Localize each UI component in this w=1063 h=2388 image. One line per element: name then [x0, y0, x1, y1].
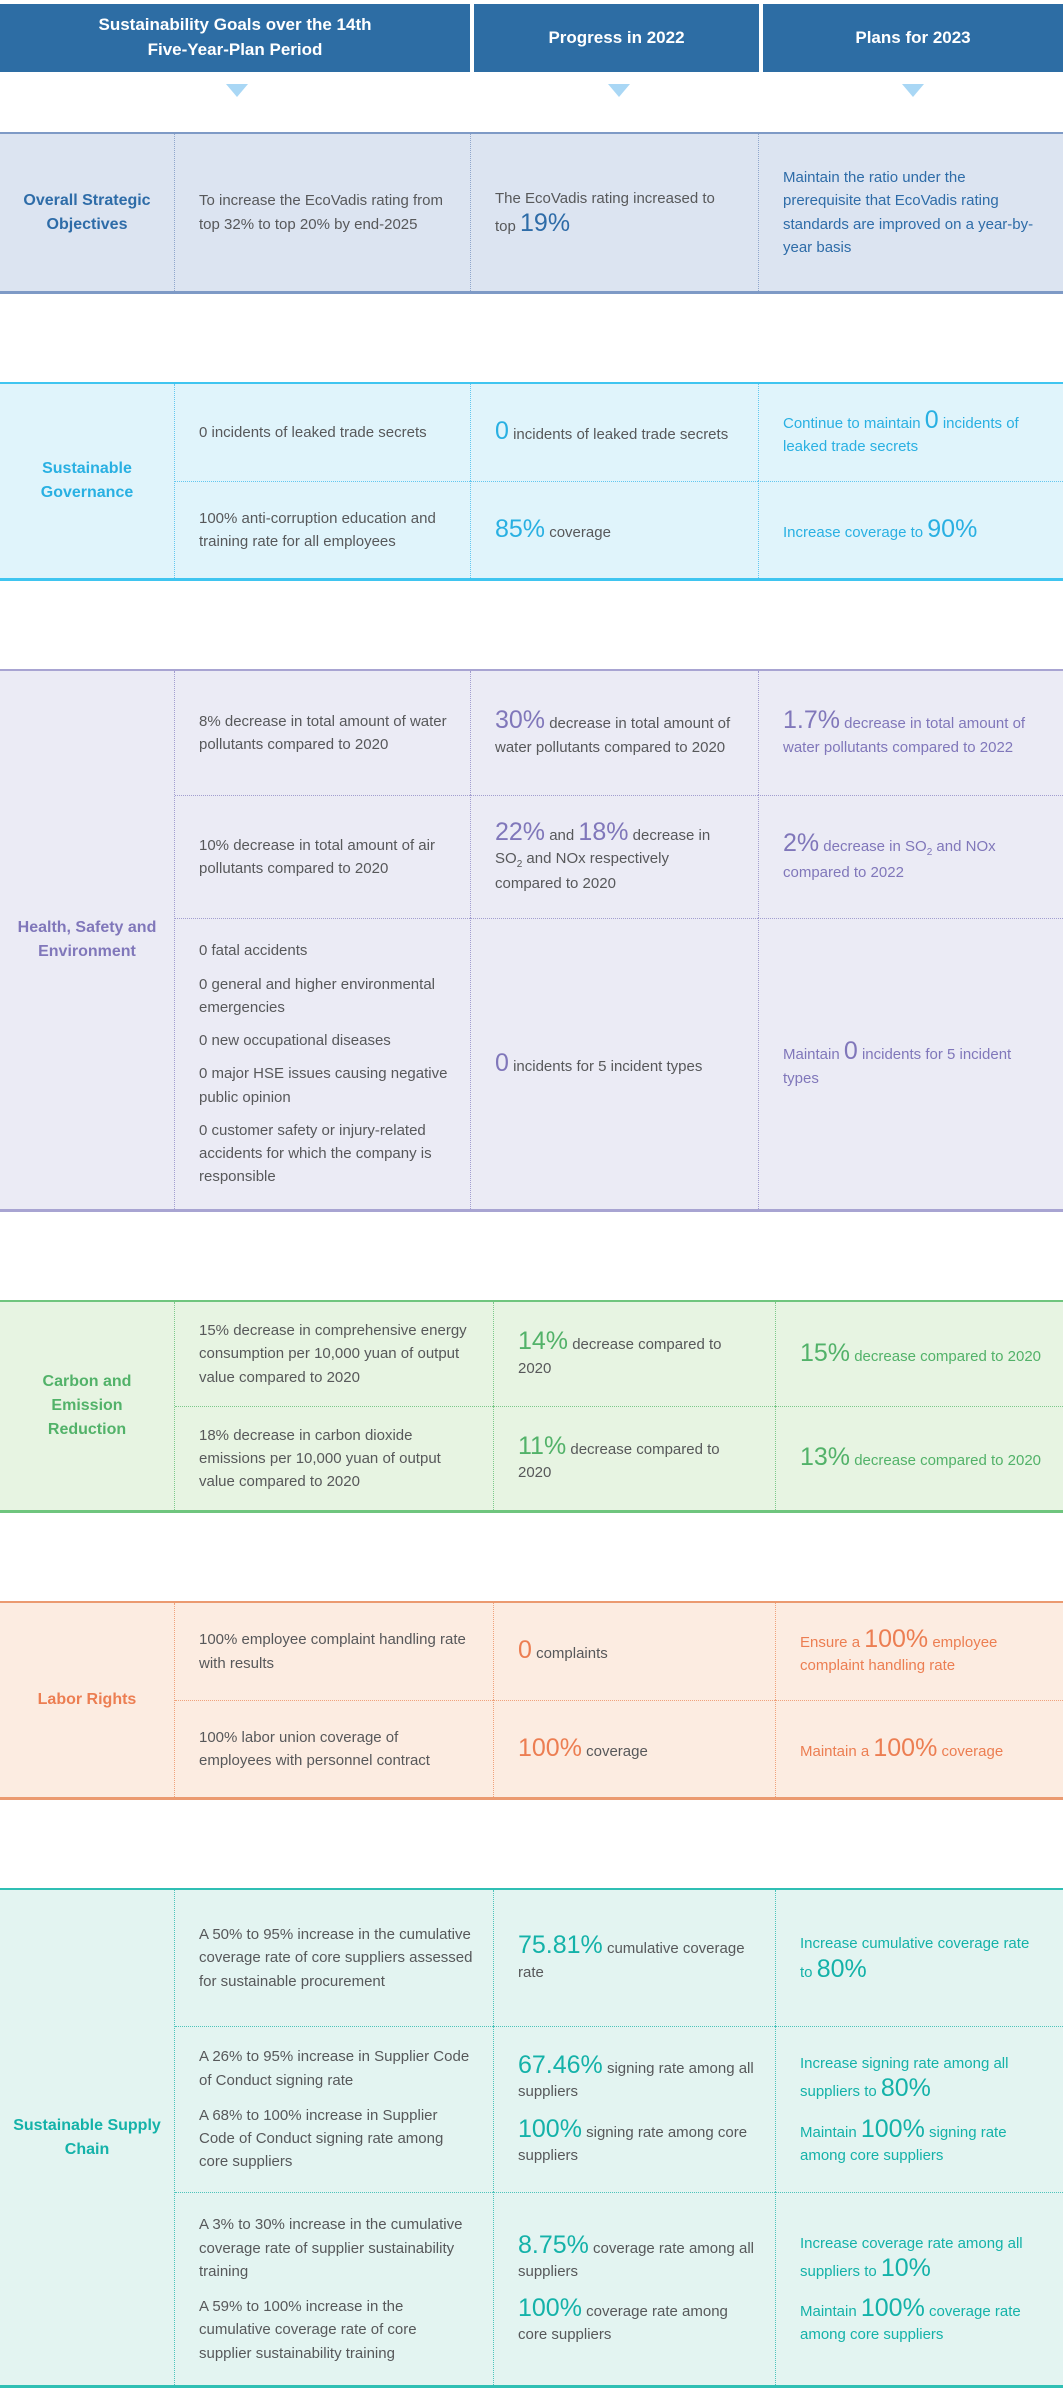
- section-label-sustainable-supply-chain: [0, 1890, 175, 2385]
- sustainable-supply-chain-row1-goal: A 50% to 95% increase in the cumulative coverage rate of core suppliers assessed for sustainable procurement: [199, 1926, 473, 1990]
- progress-marker-zone: [474, 84, 763, 97]
- section-label-overall-strategic-objectives: [0, 134, 175, 291]
- labor-rights-row2-plan: Maintain a 100% coverage: [775, 1700, 1063, 1797]
- section-overall-strategic-objectives: [0, 132, 1063, 294]
- carbon-emission-reduction-row2-progress: 11% decrease compared to 2020: [493, 1406, 775, 1510]
- sustainable-supply-chain-row2-plan: Increase signing rate among all suppliers to 80% Maintain 100% signing rate among core suppliers: [775, 2026, 1063, 2192]
- section-health-safety-environment: [0, 669, 1063, 1212]
- section-label-labor-rights: [0, 1603, 175, 1797]
- health-safety-environment-row2-progress: 22% and 18% decrease in $SO_2$ and NOx respectively compared to 2020: [470, 795, 758, 918]
- section-label-text: Sustainable Supply Chain: [13, 2116, 161, 2158]
- health-safety-environment-row3-plan: Maintain 0 incidents for 5 incident types: [758, 918, 1063, 1209]
- carbon-emission-reduction-row2-goal: 18% decrease in carbon dioxide emissions per 10,000 yuan of output value compared to 2020: [175, 1406, 493, 1510]
- health-safety-environment-row1-plan: 1.7% decrease in total amount of water pollutants compared to 2022: [758, 671, 1063, 795]
- health-safety-environment-row1-progress: 30% decrease in total amount of water pollutants compared to 2020: [470, 671, 758, 795]
- section-sustainable-supply-chain: [0, 1888, 1063, 2388]
- health-safety-environment-row3-goal: 0 fatal accidents 0 general and higher environmental emergencies 0 new occupational diseases 0 major HSE issues causing negative public opinion 0 customer safety or injury-related accidents for which the company is responsible: [175, 918, 470, 1209]
- sustainable-supply-chain-row1-plan: Increase cumulative coverage rate to 80%: [775, 1890, 1063, 2026]
- sustainable-supply-chain-row3-plan: Increase coverage rate among all suppliers to 10% Maintain 100% coverage rate among core suppliers: [775, 2192, 1063, 2385]
- section-label-text: Health, Safety and Environment: [17, 919, 157, 960]
- labor-rights-row1-progress: 0 complaints: [493, 1603, 775, 1700]
- header-progress-column: [474, 4, 759, 72]
- health-safety-environment-row3-progress: 0 incidents for 5 incident types: [470, 918, 758, 1209]
- health-safety-environment-row2-goal: 10% decrease in total amount of air pollutants compared to 2020: [175, 795, 470, 918]
- sustainable-governance-row1-goal: 0 incidents of leaked trade secrets: [199, 423, 427, 441]
- section-carbon-emission-reduction: [0, 1300, 1063, 1513]
- sustainable-governance-row1-plan: Continue to maintain 0 incidents of leaked trade secrets: [758, 384, 1063, 481]
- health-safety-environment-row1-goal: 8% decrease in total amount of water pollutants compared to 2020: [199, 712, 447, 753]
- down-arrow-icon: [226, 84, 248, 97]
- sustainable-supply-chain-row1-progress: 75.81% cumulative coverage rate: [493, 1890, 775, 2026]
- header-plans-column: [763, 4, 1063, 72]
- table-header: [0, 4, 1063, 72]
- header-goals-column: [0, 4, 470, 72]
- section-sustainable-governance: [0, 382, 1063, 581]
- labor-rights-row1-plan: Ensure a 100% employee complaint handling rate: [775, 1603, 1063, 1700]
- section-label-carbon-emission-reduction: [0, 1302, 175, 1510]
- overall-strategic-objectives-row1-progress: The EcoVadis rating increased to top 19%: [470, 134, 758, 291]
- overall-strategic-objectives-row1-goal: To increase the EcoVadis rating from top 32% to top 20% by end-2025: [199, 192, 444, 233]
- down-arrow-icon: [608, 84, 630, 97]
- section-label-text: Carbon and Emission Reduction: [42, 1373, 132, 1438]
- header-goals-label: Sustainability Goals over the 14th Five-Year-Plan Period: [98, 15, 372, 59]
- column-markers: [0, 84, 1063, 97]
- labor-rights-row2-progress: 100% coverage: [493, 1700, 775, 1797]
- header-plans-label: Plans for 2023: [855, 27, 971, 47]
- labor-rights-row2-goal: 100% labor union coverage of employees with personnel contract: [175, 1700, 493, 1797]
- sustainable-supply-chain-row2-progress: 67.46% signing rate among all suppliers 100% signing rate among core suppliers: [493, 2026, 775, 2192]
- sections: [0, 132, 1063, 2388]
- down-arrow-icon: [902, 84, 924, 97]
- plans-marker-zone: [763, 84, 1063, 97]
- carbon-emission-reduction-row2-plan: 13% decrease compared to 2020: [775, 1406, 1063, 1510]
- health-safety-environment-row2-plan: 2% decrease in $SO_2$ and NOx compared to 2022: [758, 795, 1063, 918]
- section-label-sustainable-governance: [0, 384, 175, 578]
- goals-marker-zone: [0, 84, 474, 97]
- section-label-text: Sustainable Governance: [40, 460, 134, 501]
- sustainable-governance-row2-goal: 100% anti-corruption education and training rate for all employees: [175, 481, 470, 578]
- overall-strategic-objectives-row1-plan: Maintain the ratio under the prerequisite that EcoVadis rating standards are improved on a year-by-year basis: [758, 134, 1063, 291]
- section-label-health-safety-environment: [0, 671, 175, 1209]
- sustainable-supply-chain-row3-goal: A 3% to 30% increase in the cumulative coverage rate of supplier sustainability training A 59% to 100% increase in the cumulative coverage rate of core supplier sustainability training: [175, 2192, 493, 2385]
- carbon-emission-reduction-row1-progress: 14% decrease compared to 2020: [493, 1302, 775, 1406]
- section-label-text: Overall Strategic Objectives: [23, 191, 151, 233]
- sustainable-governance-row2-progress: 85% coverage: [470, 481, 758, 578]
- sustainable-governance-row1-progress: 0 incidents of leaked trade secrets: [470, 384, 758, 481]
- sustainable-supply-chain-row3-progress: 8.75% coverage rate among all suppliers 100% coverage rate among core suppliers: [493, 2192, 775, 2385]
- labor-rights-row1-goal: 100% employee complaint handling rate with results: [199, 1631, 466, 1672]
- sustainable-supply-chain-row2-goal: A 26% to 95% increase in Supplier Code of Conduct signing rate A 68% to 100% increase in Supplier Code of Conduct signing rate among core suppliers: [175, 2026, 493, 2192]
- section-labor-rights: [0, 1601, 1063, 1800]
- carbon-emission-reduction-row1-plan: 15% decrease compared to 2020: [775, 1302, 1063, 1406]
- header-progress-label: Progress in 2022: [548, 27, 685, 47]
- sustainable-governance-row2-plan: Increase coverage to 90%: [758, 481, 1063, 578]
- section-label-text: Labor Rights: [37, 1691, 137, 1708]
- carbon-emission-reduction-row1-goal: 15% decrease in comprehensive energy consumption per 10,000 yuan of output value compared to 2020: [199, 1322, 467, 1386]
